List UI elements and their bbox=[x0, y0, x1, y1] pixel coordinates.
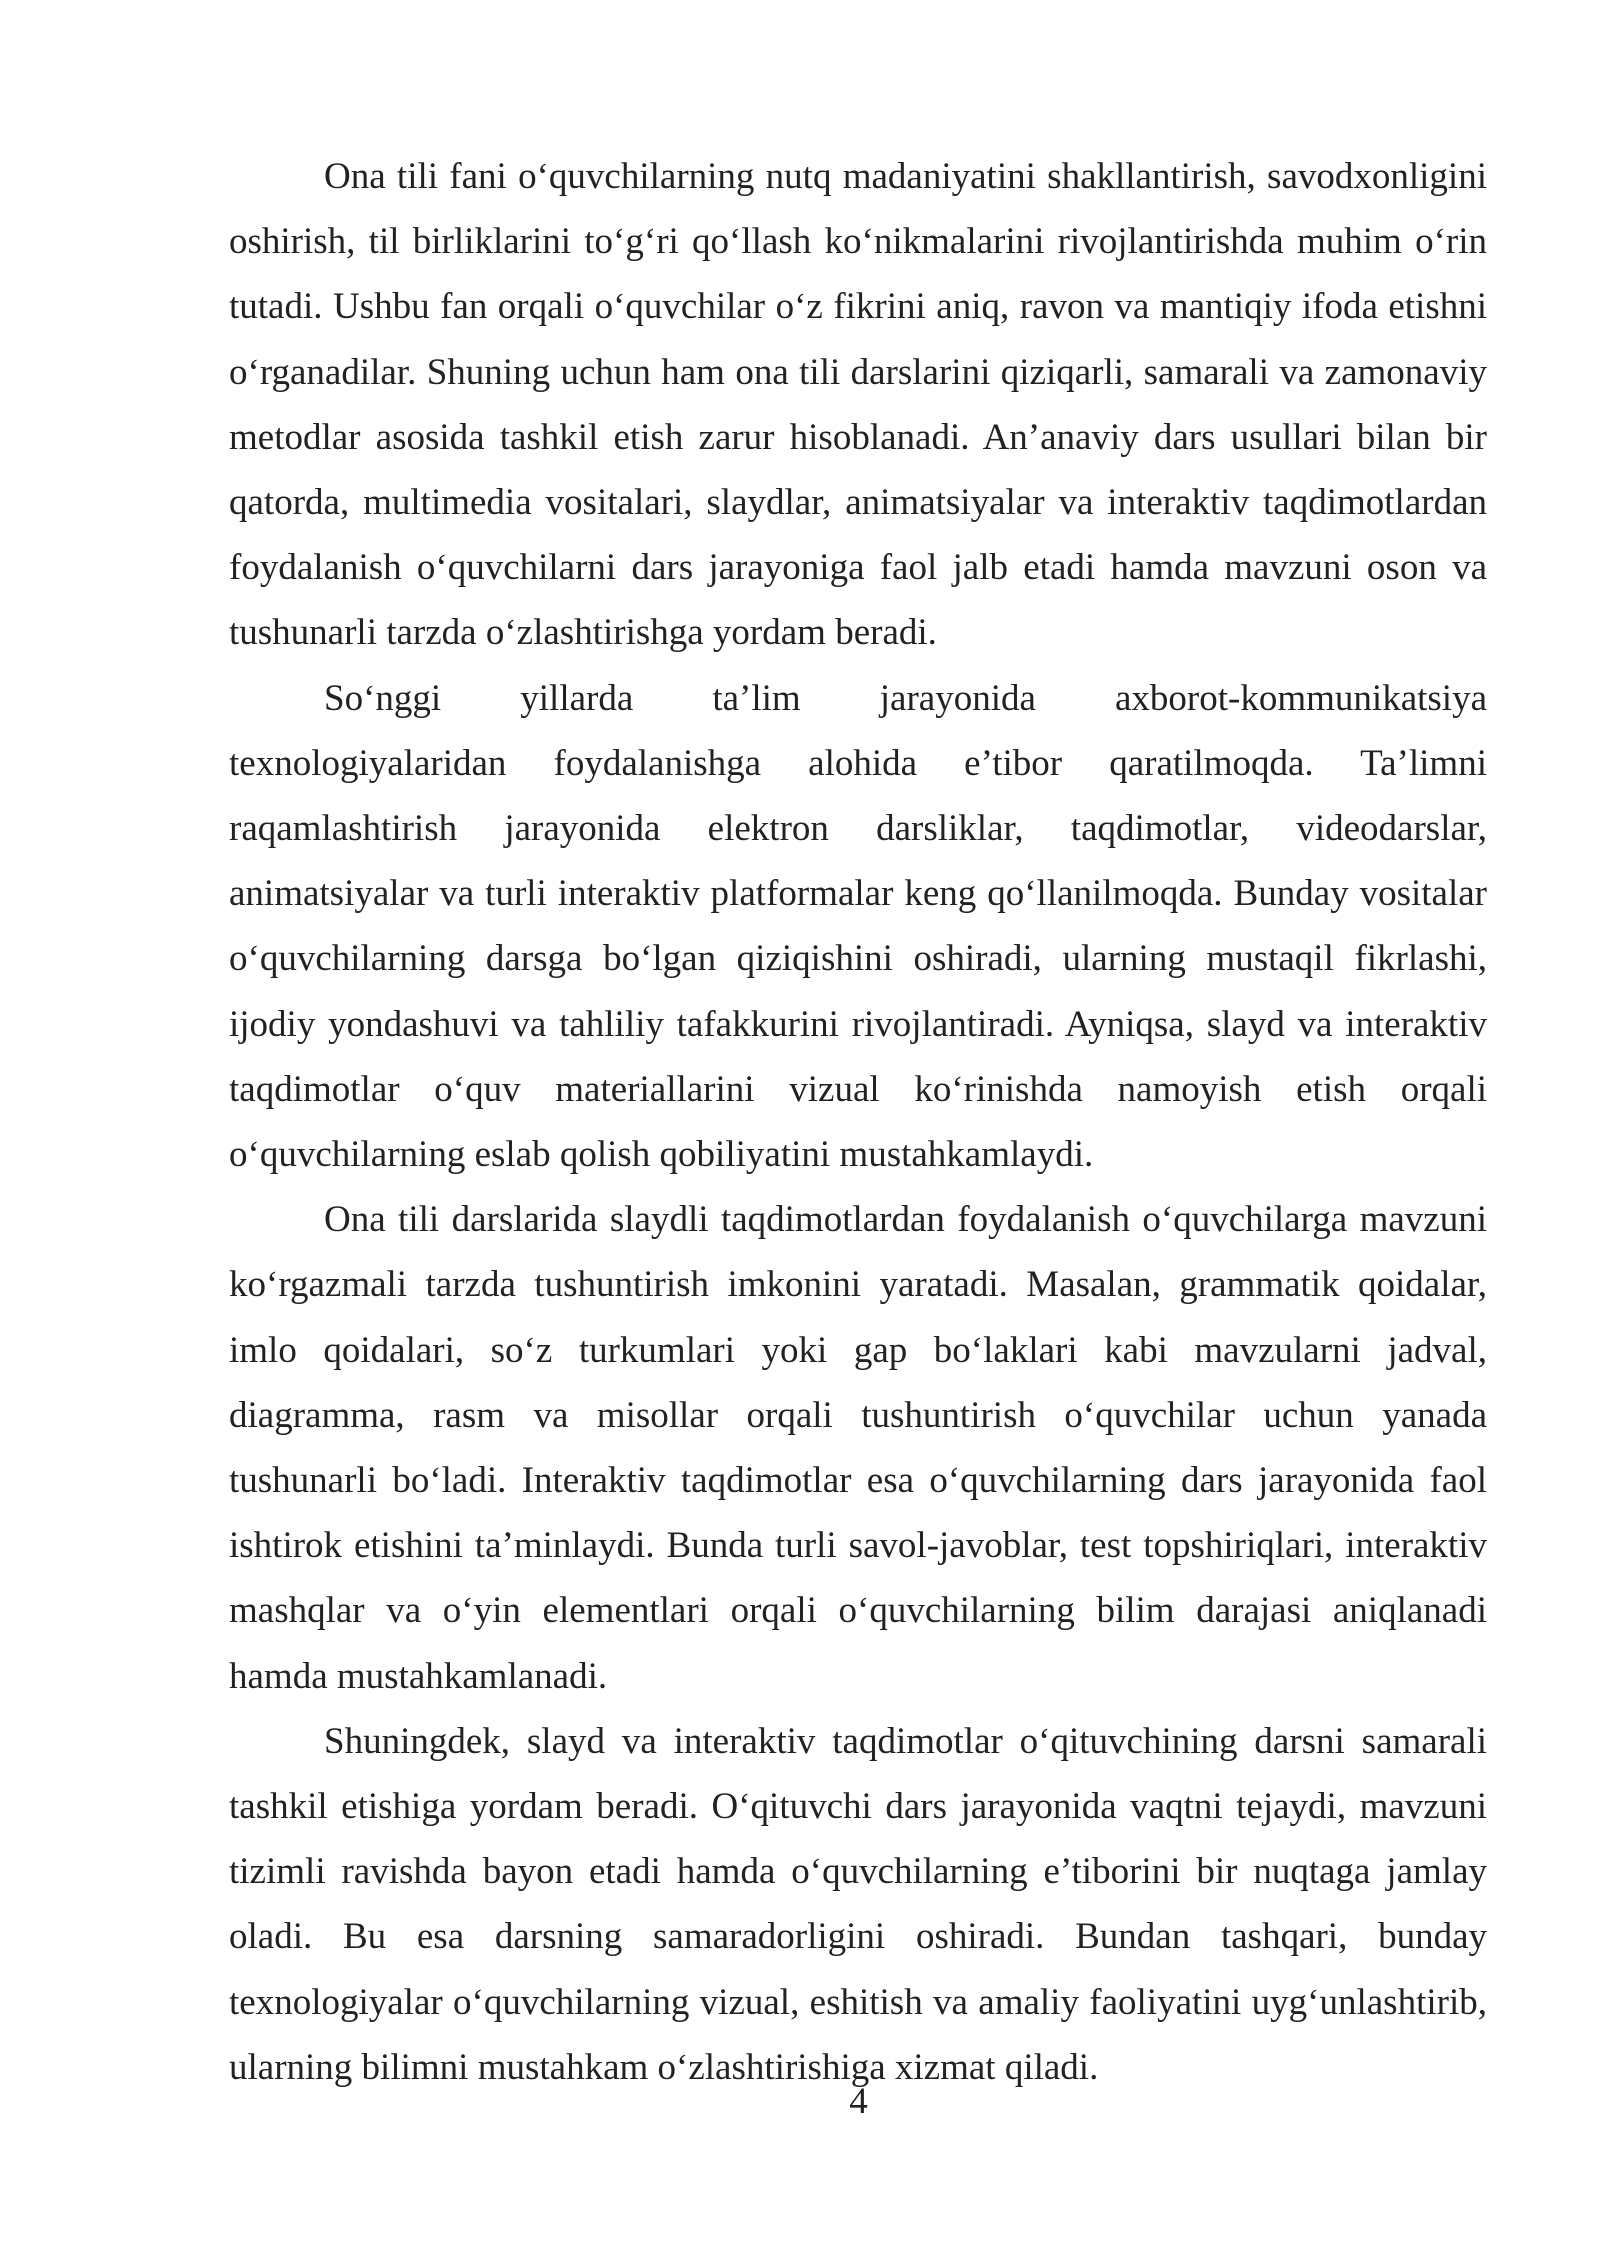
paragraph-3: Ona tili darslarida slaydli taqdimotlardan foydalanish o‘quvchilarga mavzuni ko‘rgazmali tarzda tushuntirish imkonini yaratadi. Masalan, grammatik qoidalar, imlo qoidalari, so‘z turkumlari yoki gap bo‘laklari kabi mavzularni jadval, diagramma, rasm va misollar orqali tushuntirish o‘quvchilar uchun yanada tushunarli bo‘ladi. Interaktiv taqdimotlar esa o‘quvchilarning dars jarayonida faol ishtirok etishini ta’minlaydi. Bunda turli savol-javoblar, test topshiriqlari, interaktiv mashqlar va o‘yin elementlari orqali o‘quvchilarning bilim darajasi aniqlanadi hamda mustahkamlanadi. bbox=[229, 1199, 1487, 1697]
paragraph-2: So‘nggi yillarda ta’lim jarayonida axborot-kommunikatsiya texnologiyalaridan foydalanishga alohida e’tibor qaratilmoqda. Ta’limni raqamlashtirish jarayonida elektron darsliklar, taqdimotlar, videodarslar, animatsiyalar va turli interaktiv platformalar keng qo‘llanilmoqda. Bunday vositalar o‘quvchilarning darsga bo‘lgan qiziqishini oshiradi, ularning mustaqil fikrlashi, ijodiy yondashuvi va tahliliy tafakkurini rivojlantiradi. Ayniqsa, slayd va interaktiv taqdimotlar o‘quv materiallarini vizual ko‘rinishda namoyish etish orqali o‘quvchilarning eslab qolish qobiliyatini mustahkamlaydi. bbox=[229, 677, 1487, 1176]
body-text bbox=[229, 144, 1487, 2100]
paragraph-4: Shuningdek, slayd va interaktiv taqdimotlar o‘qituvchining darsni samarali tashkil etishiga yordam beradi. O‘qituvchi dars jarayonida vaqtni tejaydi, mavzuni tizimli ravishda bayon etadi hamda o‘quvchilarning e’tiborini bir nuqtaga jamlay oladi. Bu esa darsning samaradorligini oshiradi. Bundan tashqari, bunday texnologiyalar o‘quvchilarning vizual, eshitish va amaliy faoliyatini uyg‘unlashtirib, ularning bilimni mustahkam o‘zlashtirishiga xizmat qiladi. bbox=[229, 1720, 1487, 2088]
page-number: 4 bbox=[849, 2081, 868, 2122]
paragraph-1: Ona tili fani o‘quvchilarning nutq madaniyatini shakllantirish, savodxonligini oshirish, til birliklarini to‘g‘ri qo‘llash ko‘nikmalarini rivojlantirishda muhim o‘rin tutadi. Ushbu fan orqali o‘quvchilar o‘z fikrini aniq, ravon va mantiqiy ifoda etishni o‘rganadilar. Shuning uchun ham ona tili darslarini qiziqarli, samarali va zamonaviy metodlar asosida tashkil etish zarur hisoblanadi. An’anaviy dars usullari bilan bir qatorda, multimedia vositalari, slaydlar, animatsiyalar va interaktiv taqdimotlardan foydalanish o‘quvchilarni dars jarayoniga faol jalb etadi hamda mavzuni oson va tushunarli tarzda o‘zlashtirishga yordam beradi. bbox=[229, 156, 1487, 654]
